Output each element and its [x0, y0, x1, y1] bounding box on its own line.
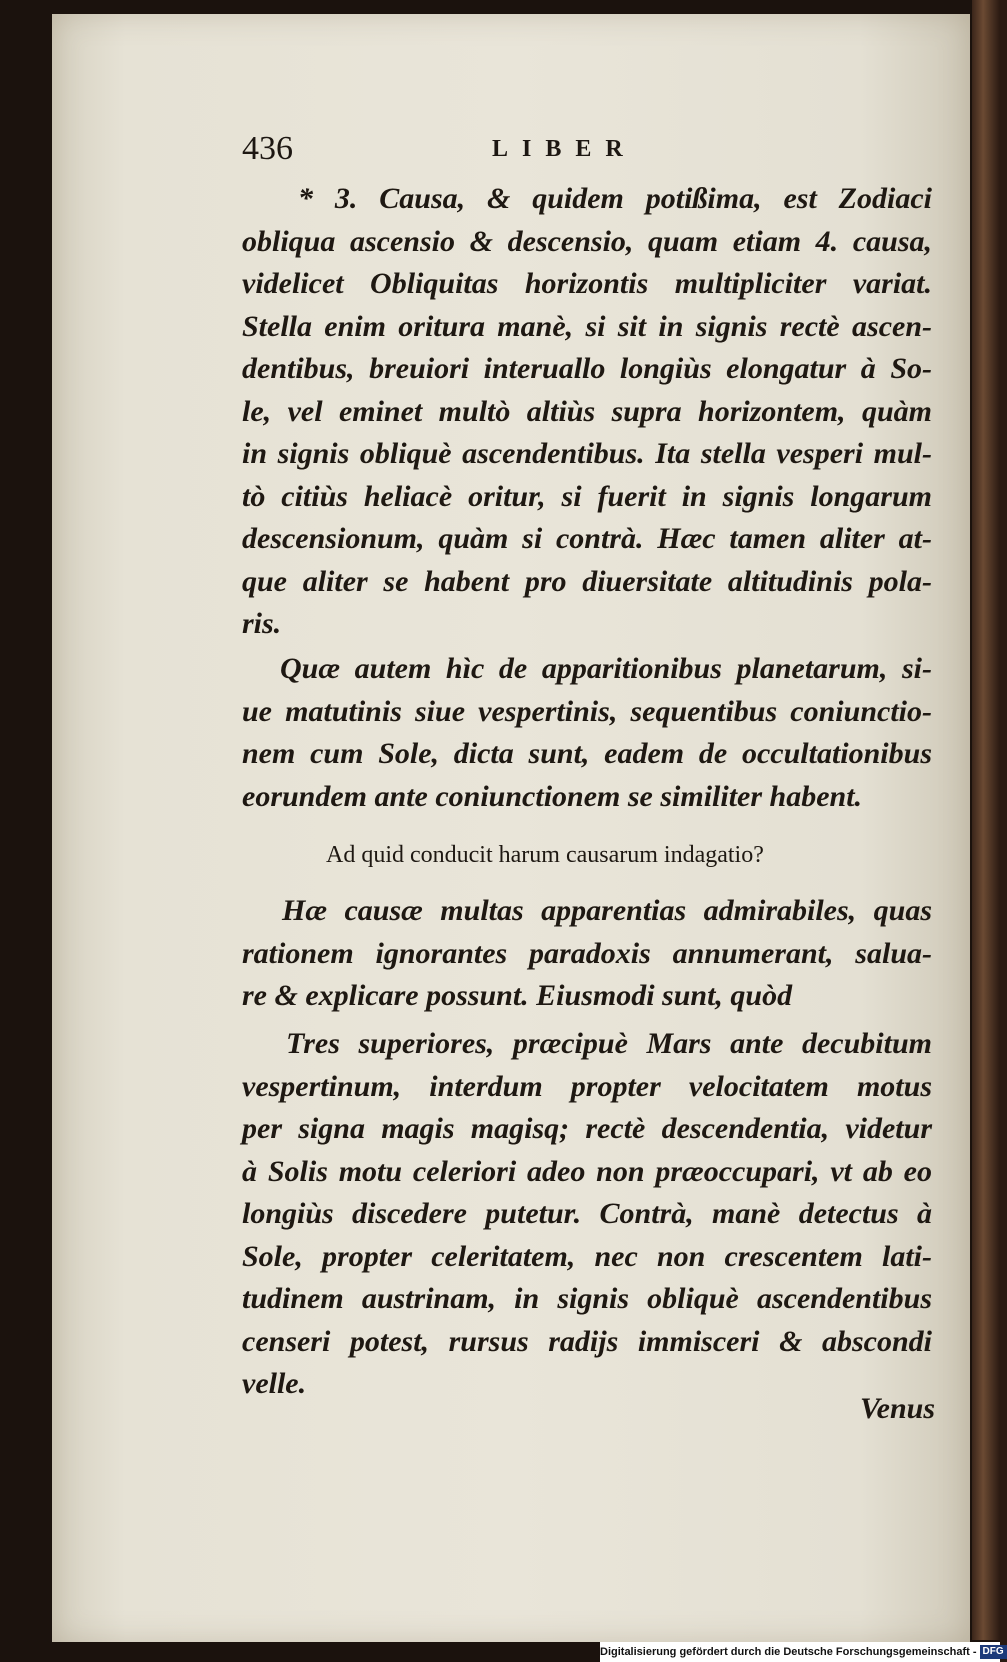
- text-line: longiùs discedere putetur. Contrà, manè detectus à: [242, 1197, 932, 1230]
- paragraph-4: [242, 1023, 932, 1406]
- text-line: Stella enim oritura manè, si sit in signis rectè ascen-: [242, 309, 932, 343]
- text-line: rationem ignorantes paradoxis annumerant, salua-: [242, 936, 932, 970]
- text-line: Sole, propter celeritatem, nec non crescentem lati-: [242, 1239, 932, 1273]
- paragraph-1: [242, 178, 932, 646]
- digitization-footer: [600, 1642, 1004, 1662]
- page-header: [242, 130, 922, 174]
- text-line: le, vel eminet multò altiùs supra horizontem, quàm: [242, 394, 932, 428]
- text-line: à Solis motu celeriori adeo non præoccupari, vt ab eo: [242, 1154, 932, 1188]
- dfg-logo: DFG: [980, 1645, 1007, 1659]
- footer-text: Digitalisierung gefördert durch die Deutsche Forschungsgemeinschaft -: [600, 1646, 977, 1658]
- text-line: eorundem ante coniunctionem se similiter habent.: [242, 779, 863, 813]
- text-line: que aliter se habent pro diuersitate altitudinis pola-: [242, 564, 932, 598]
- text-line: * 3. Causa, & quidem potißima, est Zodiaci: [298, 182, 932, 215]
- text-line: descensionum, quàm si contrà. Hæc tamen aliter at-: [242, 522, 932, 555]
- question-heading: Ad quid conducit harum causarum indagatio?: [326, 842, 764, 868]
- text-line: dentibus, breuiori interuallo longiùs elongatur à So-: [242, 352, 932, 385]
- running-head: LIBER: [492, 136, 637, 162]
- text-line: censeri potest, rursus radijs immisceri & abscondi: [242, 1324, 932, 1358]
- text-line: ris.: [242, 607, 282, 640]
- catchword: Venus: [860, 1392, 936, 1425]
- text-line: tudinem austrinam, in signis obliquè ascendentibus: [242, 1282, 932, 1315]
- paragraph-2: [242, 648, 932, 818]
- text-line: Quæ autem hìc de apparitionibus planetarum, si-: [280, 652, 932, 685]
- text-line: velle.: [242, 1367, 307, 1400]
- text-line: per signa magis magisq; rectè descendentia, videtur: [242, 1112, 932, 1145]
- text-line: obliqua ascensio & descensio, quam etiam 4. causa,: [242, 224, 932, 258]
- book-edge: [972, 0, 1000, 1640]
- paragraph-3: [242, 890, 932, 1018]
- text-line: vespertinum, interdum propter velocitatem motus: [242, 1069, 932, 1103]
- text-line: Tres superiores, præcipuè Mars ante decubitum: [286, 1027, 932, 1060]
- text-line: nem cum Sole, dicta sunt, eadem de occultationibus: [242, 737, 932, 770]
- text-line: in signis obliquè ascendentibus. Ita stella vesperi mul-: [242, 437, 932, 470]
- text-line: tò citiùs heliacè oritur, si fuerit in signis longarum: [242, 479, 932, 513]
- text-line: ue matutinis siue vespertinis, sequentibus coniunctio-: [242, 694, 932, 728]
- page-number: 436: [242, 130, 293, 167]
- text-line: Hæ causæ multas apparentias admirabiles, quas: [282, 894, 932, 927]
- text-line: re & explicare possunt. Eiusmodi sunt, quòd: [242, 979, 793, 1012]
- text-line: videlicet Obliquitas horizontis multipliciter variat.: [242, 267, 932, 300]
